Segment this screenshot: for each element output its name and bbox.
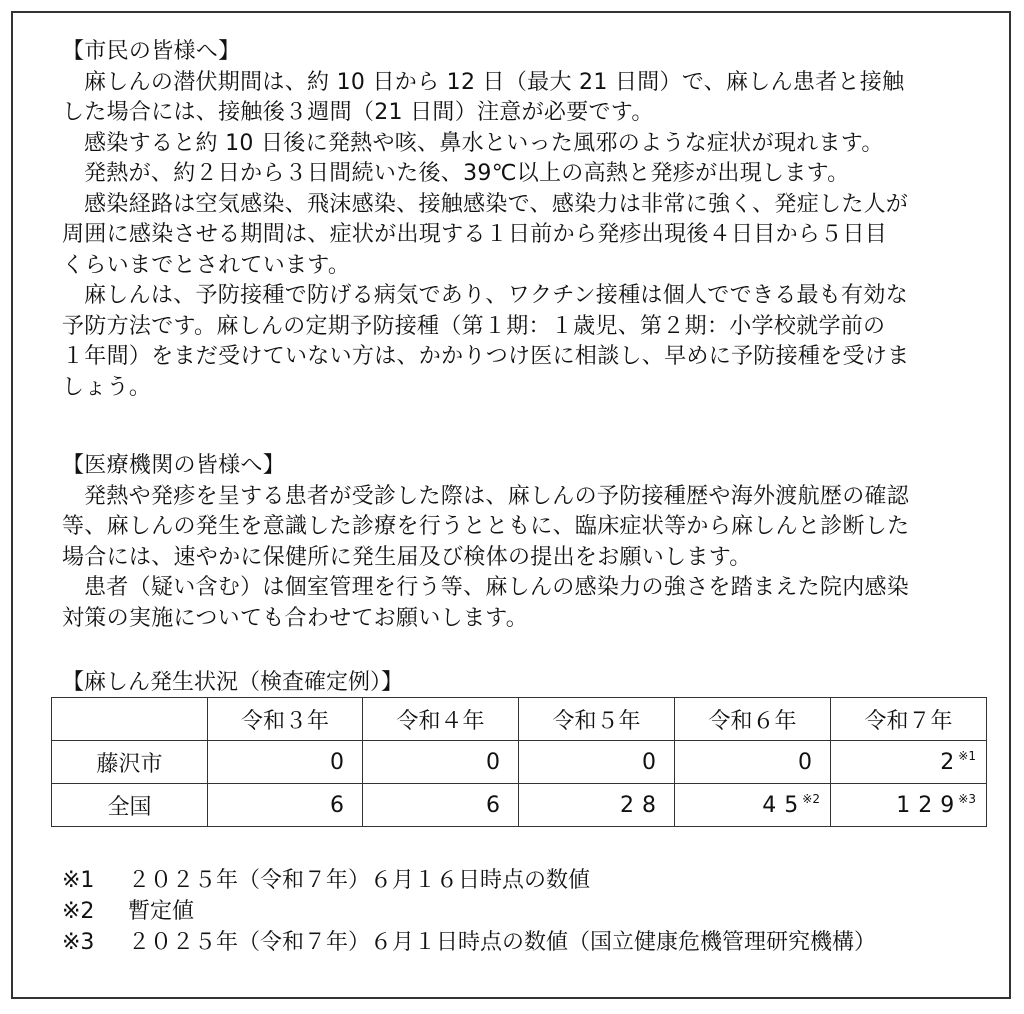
cell-value: 0 [798,749,820,775]
text-line: 発熱が、約２日から３日間続いた後、39℃以上の高熱と発疹が出現します。 [84,161,850,186]
table-cell [208,784,363,827]
footnote [62,865,876,896]
text-line: 麻しんの潜伏期間は、約 10 日から 12 日（最大 21 日間）で、麻しん患者と接触 [84,69,905,95]
citizens-paragraph [62,190,982,282]
text-line: 感染すると約 10 日後に発熱や咳、鼻水といった風邪のような症状が現れます。 [84,130,884,156]
footnote-ref: ※1 [958,749,976,763]
text-line: 場合には、速やかに保健所に発生届及び検体の提出をお願いします。 [62,544,752,570]
text-line: くらいまでとされています。 [62,252,351,278]
cell-value: 0 [486,749,508,775]
footnote-ref: ※3 [958,792,976,806]
footnote-text: ２０２５年（令和７年）６月１日時点の数値（国立健康危機管理研究機構） [128,930,877,955]
header-empty-cell [52,698,208,741]
column-header: 令和６年 [675,698,831,741]
citizens-section [62,37,982,403]
row-label: 全国 [52,784,208,827]
table-cell [208,741,363,784]
footnote-mark: ※1 [62,868,95,893]
citizens-paragraph [62,68,982,129]
footnote-text: 暫定値 [128,899,195,924]
medical-heading: 【医療機関の皆様へ】 [62,453,286,478]
row-label: 藤沢市 [52,741,208,784]
medical-paragraph [62,482,982,574]
citizens-heading: 【市民の皆様へ】 [62,39,241,64]
table-row [52,741,987,784]
medical-section [62,451,982,634]
text-line: 予防方法です。麻しんの定期予防接種（第１期：１歳児、第２期：小学校就学前の [62,313,886,339]
table-cell [519,741,675,784]
table-cell [675,741,831,784]
column-header: 令和３年 [208,698,363,741]
citizens-paragraph [62,281,982,403]
table-cell [831,784,987,827]
measles-cases-table [51,697,987,827]
cell-value: 129 [896,793,963,818]
table-header-row [52,698,987,741]
table-cell [675,784,831,827]
text-line: 対策の実施についても合わせてお願いします。 [62,605,529,631]
cell-value: 0 [330,749,352,775]
footnote-mark: ※3 [62,930,95,955]
table-row [52,784,987,827]
column-header: 令和４年 [363,698,519,741]
text-line: 感染経路は空気感染、飛沫感染、接触感染で、感染力は非常に強く、発症した人が [84,191,909,217]
cell-value: 0 [642,749,664,775]
text-line: 周囲に感染させる期間は、症状が出現する１日前から発疹出現後４日目から５日目 [62,222,888,247]
table-cell [831,741,987,784]
text-line: １年間）をまだ受けていない方は、かかりつけ医に相談し、早めに予防接種を受けま [62,344,910,369]
medical-paragraph [62,573,982,634]
citizens-paragraph [62,159,982,190]
footnote [62,896,876,927]
text-line: 等、麻しんの発生を意識した診療を行うとともに、臨床症状等から麻しんと診断した [62,514,910,539]
cell-value: 45 [762,793,807,818]
citizens-paragraph [62,129,982,160]
footnote-text: ２０２５年（令和７年）６月１６日時点の数値 [128,868,591,893]
footnote-ref: ※2 [802,792,820,806]
table-cell [363,741,519,784]
footnote-mark: ※2 [62,899,95,924]
cell-value: 28 [620,792,664,818]
table-title: 【麻しん発生状況（検査確定例）】 [62,670,404,695]
footnotes [62,865,876,958]
cell-value: 2 [940,750,963,775]
text-line: 発熱や発疹を呈する患者が受診した際は、麻しんの予防接種歴や海外渡航歴の確認 [84,483,910,509]
footnote [62,927,876,958]
text-line: した場合には、接触後３週間（21 日間）注意が必要です。 [62,100,654,125]
column-header: 令和７年 [831,698,987,741]
text-line: 麻しんは、予防接種で防げる病気であり、ワクチン接種は個人でできる最も有効な [84,283,909,308]
table-cell [519,784,675,827]
text-line: 患者（疑い含む）は個室管理を行う等、麻しんの感染力の強さを踏まえた院内感染 [84,575,910,600]
text-line: しょう。 [62,374,152,400]
cell-value: 6 [486,792,508,818]
table-cell [363,784,519,827]
cell-value: 6 [330,792,352,818]
column-header: 令和５年 [519,698,675,741]
